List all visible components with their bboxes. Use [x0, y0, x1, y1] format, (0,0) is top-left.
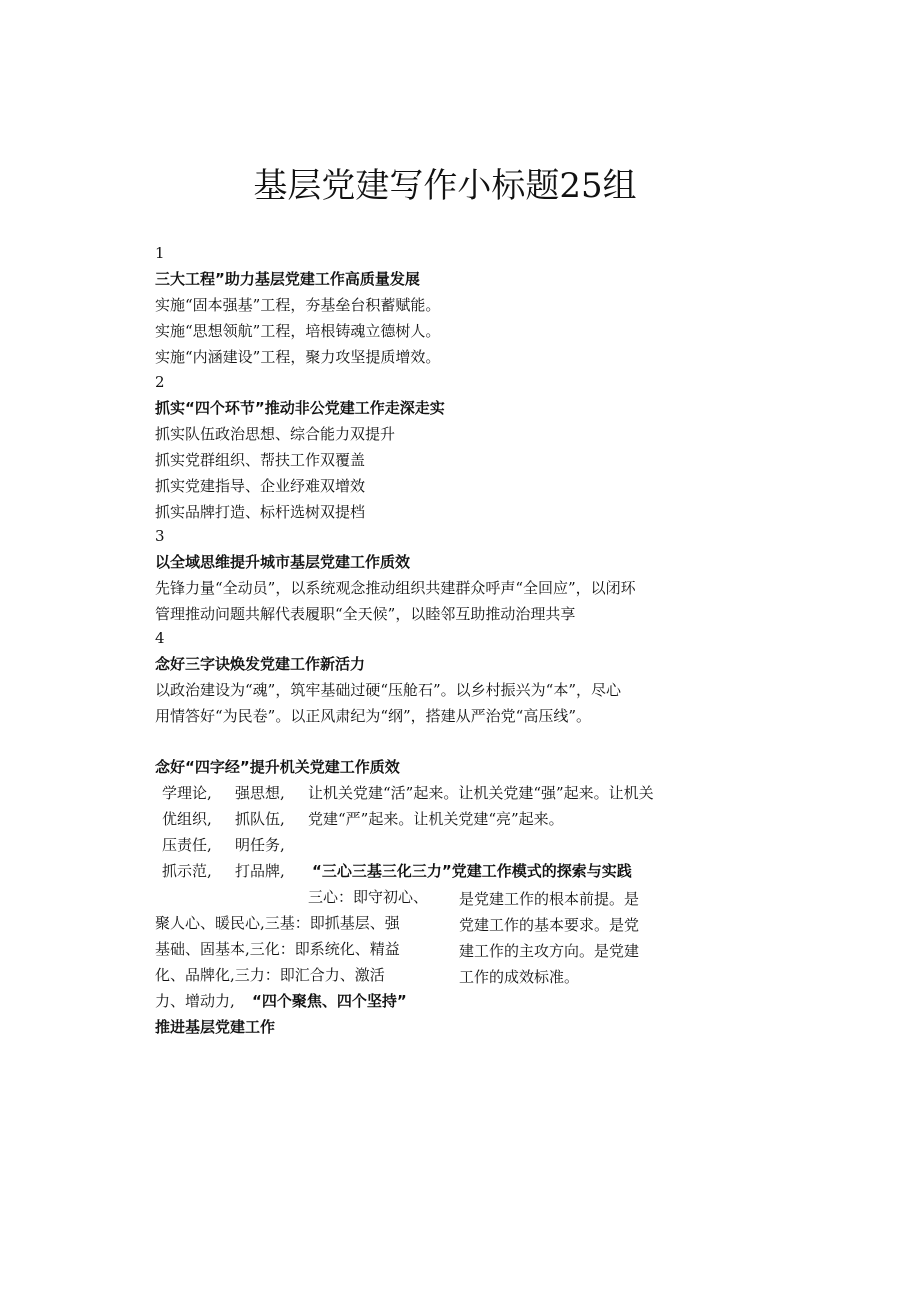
section-3-number: 3: [155, 527, 165, 545]
section-2-line: 抓实党建指导、企业纾难双增效: [155, 477, 366, 495]
section-5-col1-item: 学理论,: [162, 784, 212, 802]
section-6-left-line: 力、增动力,: [155, 992, 235, 1010]
section-6-left-line: 聚人心、暖民心,三基：即抓基层、强: [155, 914, 400, 932]
section-7-heading-part2: 推进基层党建工作: [155, 1018, 276, 1036]
section-2-line: 抓实党群组织、帮扶工作双覆盖: [155, 451, 366, 469]
section-5-col2-item: 打品牌,: [235, 862, 285, 880]
section-5-col2-item: 强思想,: [235, 784, 285, 802]
section-1-line: 实施“内涵建设”工程，聚力攻坚提质增效。: [155, 348, 441, 366]
section-5-col3-line: 让机关党建“活”起来。让机关党建“强”起来。让机关: [308, 784, 654, 802]
section-5-col2-item: 明任务,: [235, 836, 285, 854]
section-2-line: 抓实队伍政治思想、综合能力双提升: [155, 425, 396, 443]
section-6-heading: “三心三基三化三力”党建工作模式的探索与实践: [312, 862, 632, 880]
document-title: 基层党建写作小标题25组: [253, 166, 637, 206]
section-5-heading: 念好“四字经”提升机关党建工作质效: [155, 758, 400, 776]
section-5-col2-item: 抓队伍,: [235, 810, 285, 828]
section-5-col1-item: 压责任,: [162, 836, 212, 854]
section-6-right-line: 建工作的主攻方向。是党建: [459, 942, 640, 960]
section-3-heading: 以全域思维提升城市基层党建工作质效: [155, 553, 411, 571]
section-6-left-line: 化、品牌化,三力：即汇合力、激活: [155, 966, 385, 984]
section-5-col3-line: 党建“严”起来。让机关党建“亮”起来。: [308, 810, 564, 828]
section-4-line: 用情答好“为民卷”。以正风肃纪为“纲”，搭建从严治党“高压线”。: [155, 707, 592, 725]
section-2-heading: 抓实“四个环节”推动非公党建工作走深走实: [155, 399, 445, 417]
section-1-number: 1: [155, 244, 165, 262]
section-1-line: 实施“思想领航”工程，培根铸魂立德树人。: [155, 322, 441, 340]
section-2-line: 抓实品牌打造、标杆选树双提档: [155, 503, 366, 521]
section-5-col1-item: 优组织,: [162, 810, 212, 828]
section-6-right-line: 工作的成效标准。: [459, 968, 580, 986]
section-3-line: 管理推动问题共解代表履职“全天候”，以睦邻互助推动治理共享: [155, 605, 576, 623]
section-4-number: 4: [155, 629, 165, 647]
section-2-number: 2: [155, 373, 165, 391]
section-1-heading: 三大工程”助力基层党建工作高质量发展: [155, 270, 420, 288]
section-5-col1-item: 抓示范,: [162, 862, 212, 880]
section-6-right-line: 党建工作的基本要求。是党: [459, 916, 640, 934]
section-6-left-line: 三心：即守初心、: [308, 888, 429, 906]
section-4-heading: 念好三字诀焕发党建工作新活力: [155, 655, 366, 673]
section-6-right-line: 是党建工作的根本前提。是: [459, 890, 640, 908]
section-1-line: 实施“固本强基”工程，夯基垒台积蓄赋能。: [155, 296, 441, 314]
section-7-heading-part1: “四个聚焦、四个坚持”: [252, 992, 407, 1010]
section-6-left-line: 基础、固基本,三化：即系统化、精益: [155, 940, 400, 958]
section-3-line: 先锋力量“全动员”，以系统观念推动组织共建群众呼声“全回应”，以闭环: [155, 579, 636, 597]
section-4-line: 以政治建设为“魂”，筑牢基础过硬“压舱石”。以乡村振兴为“本”，尽心: [155, 681, 622, 699]
